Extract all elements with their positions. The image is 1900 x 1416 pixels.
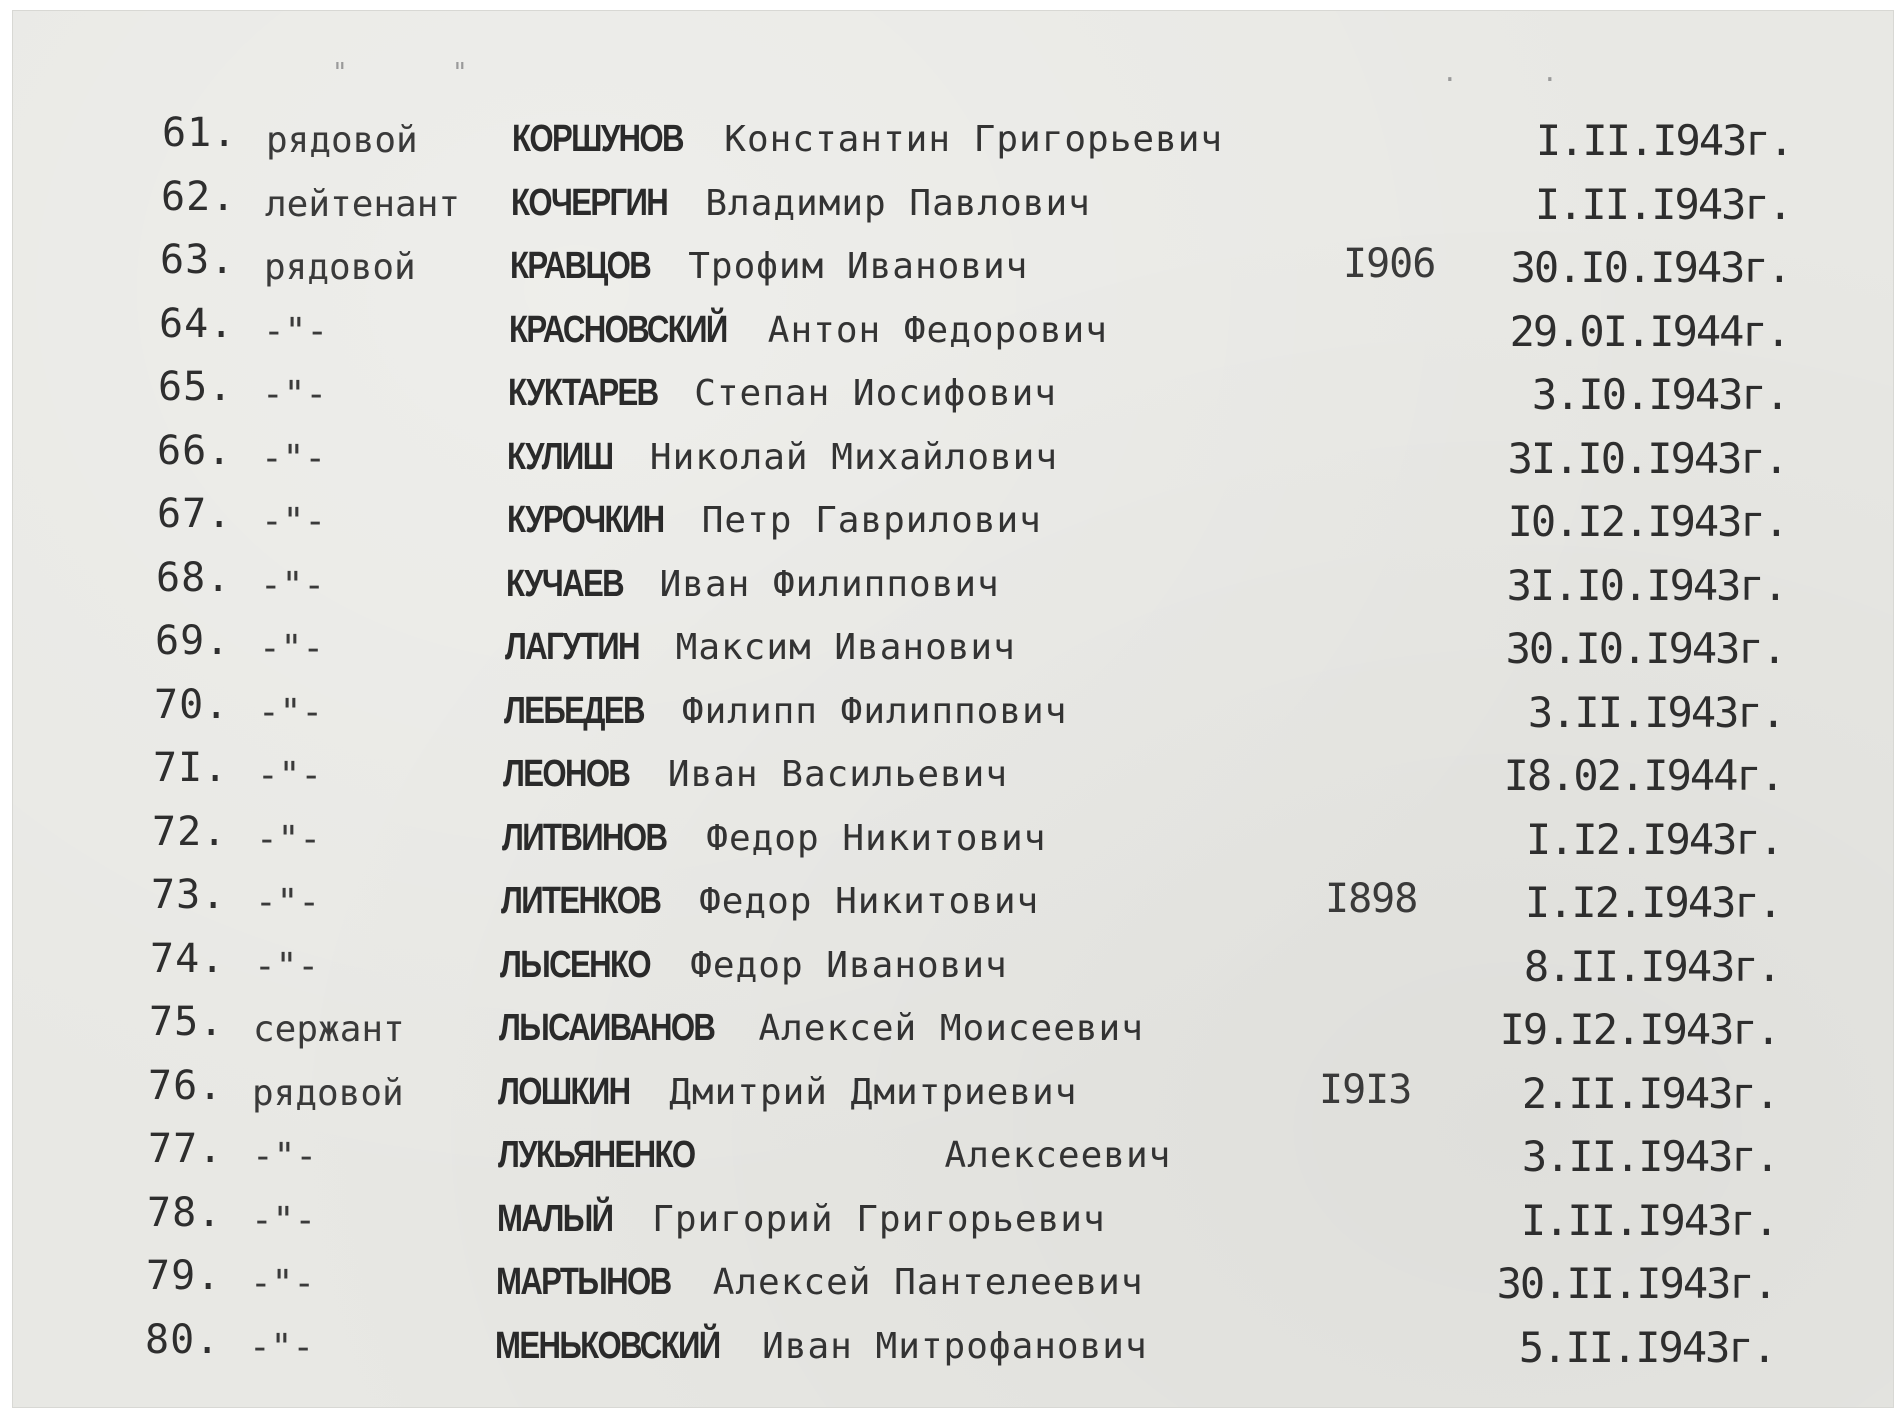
table-row: [12, 555, 1894, 615]
given-name: Максим Иванович: [675, 627, 1016, 668]
given-name: Константин Григорьевич: [724, 119, 1224, 160]
date-of-death: 29.0I.I944г.: [1509, 306, 1789, 356]
full-name: [505, 624, 1016, 669]
full-name: [498, 1132, 1171, 1177]
table-row: [12, 174, 1894, 234]
given-name: Иван Митрофанович: [762, 1325, 1148, 1367]
rank: -"-: [257, 755, 323, 796]
full-name: [511, 180, 1091, 225]
rank: -"-: [261, 437, 327, 479]
date-of-death: 2.II.I943г.: [1521, 1068, 1778, 1118]
surname: МАЛЫЙ: [497, 1197, 613, 1240]
row-number: 75.: [149, 999, 225, 1045]
table-row: [12, 809, 1894, 869]
surname: ЛОШКИН: [498, 1070, 630, 1113]
date-of-death: 3I.I0.I943г.: [1507, 433, 1787, 483]
full-name: [495, 1323, 1148, 1368]
full-name: [503, 751, 1008, 796]
table-row: [12, 110, 1894, 170]
rank: -"-: [251, 1199, 317, 1241]
table-row: [12, 1063, 1894, 1123]
date-of-death: 5.II.I943г.: [1518, 1322, 1775, 1372]
surname: ЛЫСЕНКО: [500, 943, 650, 986]
rank: -"-: [252, 1136, 318, 1177]
table-row: [12, 364, 1894, 424]
surname: ЛАГУТИН: [505, 626, 639, 668]
full-name: [502, 815, 1046, 860]
table-row: [12, 1253, 1894, 1313]
surname: ЛУКЬЯНЕНКО: [498, 1134, 695, 1176]
table-row: [12, 745, 1894, 805]
document-page: [12, 10, 1894, 1408]
table-row: [12, 237, 1894, 297]
given-name: Федор Никитович: [699, 881, 1040, 922]
surname: МАРТЫНОВ: [496, 1261, 671, 1303]
given-name: Алексей Моисеевич: [758, 1008, 1144, 1049]
table-row: [12, 999, 1894, 1059]
surname: КРАВЦОВ: [510, 245, 651, 287]
date-of-death: 3I.I0.I943г.: [1506, 560, 1786, 610]
date-of-death: I0.I2.I943г.: [1507, 497, 1787, 546]
given-name: Антон Федорович: [767, 309, 1108, 351]
date-of-death: 30.I0.I943г.: [1505, 624, 1785, 673]
birth-year: I9I3: [1319, 1066, 1412, 1113]
rank: лейтенант: [265, 183, 461, 225]
row-number: 69.: [155, 618, 231, 664]
row-number: 64.: [159, 300, 235, 347]
given-name: Николай Михайлович: [649, 436, 1059, 478]
rank: -"-: [262, 374, 328, 415]
surname: КУКТАРЕВ: [508, 372, 658, 414]
date-of-death: I.I2.I943г.: [1525, 814, 1782, 864]
given-name: Федор Никитович: [706, 817, 1047, 859]
rank: -"-: [249, 1326, 315, 1368]
given-name: Алексеевич: [944, 1135, 1172, 1176]
rank: -"-: [256, 818, 322, 860]
full-name: [504, 688, 1067, 733]
surname: ЛИТЕНКОВ: [501, 880, 661, 922]
table-row: [12, 872, 1894, 932]
full-name: [510, 243, 1028, 288]
date-of-death: I.II.I943г.: [1534, 179, 1791, 229]
full-name: [506, 561, 1000, 606]
row-number: 73.: [151, 872, 227, 918]
rank: рядовой: [264, 247, 416, 288]
birth-year: I898: [1325, 876, 1418, 922]
row-number: 74.: [150, 935, 226, 982]
row-number: 66.: [157, 427, 233, 474]
given-name: Филипп Филиппович: [681, 690, 1068, 732]
rank: сержант: [253, 1009, 405, 1050]
given-name: Федор Иванович: [690, 944, 1008, 986]
full-name: [499, 1005, 1144, 1050]
table-row: [12, 682, 1894, 742]
given-name: Дмитрий Дмитриевич: [669, 1071, 1078, 1113]
birth-year: I906: [1343, 241, 1436, 287]
given-name: Иван Филиппович: [659, 563, 1000, 605]
full-name: [512, 116, 1223, 161]
rank: -"-: [258, 691, 324, 733]
date-of-death: 3.II.I943г.: [1521, 1132, 1778, 1181]
row-number: 65.: [158, 364, 234, 410]
row-number: 78.: [147, 1189, 223, 1236]
row-number: 72.: [152, 808, 228, 855]
table-row: [12, 1317, 1894, 1377]
surname: ЛЕБЕДЕВ: [504, 689, 644, 732]
row-number: 68.: [156, 554, 232, 601]
surname: ЛИТВИНОВ: [502, 816, 667, 859]
given-name: Григорий Григорьевич: [652, 1198, 1106, 1240]
date-of-death: 3.I0.I943г.: [1531, 370, 1788, 419]
surname: КОРШУНОВ: [512, 118, 683, 160]
full-name: [501, 878, 1039, 923]
rank: -"-: [259, 628, 325, 669]
date-of-death: I.I2.I943г.: [1524, 878, 1781, 927]
rank: рядовой: [252, 1072, 404, 1114]
rank: рядовой: [266, 120, 418, 161]
personnel-list: [12, 10, 1894, 1408]
date-of-death: 8.II.I943г.: [1523, 941, 1780, 991]
surname: КУЛИШ: [507, 435, 613, 478]
date-of-death: I8.02.I944г.: [1503, 751, 1783, 800]
given-name: Иван Васильевич: [667, 754, 1009, 795]
rank: -"-: [254, 945, 320, 987]
given-name: Алексей Пантелеевич: [712, 1262, 1144, 1303]
full-name: [498, 1069, 1077, 1114]
given-name: Трофим Иванович: [688, 246, 1029, 287]
row-number: 63.: [160, 237, 236, 283]
rank: -"-: [261, 501, 327, 542]
full-name: [507, 434, 1058, 479]
rank: -"-: [263, 310, 329, 352]
table-row: [12, 301, 1894, 361]
given-name: Петр Гаврилович: [701, 500, 1042, 541]
date-of-death: 30.II.I943г.: [1496, 1259, 1776, 1308]
table-row: [12, 1126, 1894, 1186]
rank: -"-: [260, 564, 326, 606]
table-row: [12, 1190, 1894, 1250]
header-mark: ": [452, 58, 472, 88]
table-row: [12, 491, 1894, 551]
surname: ЛЫСАИВАНОВ: [499, 1007, 715, 1049]
header-mark: ": [332, 58, 352, 88]
rank: -"-: [255, 882, 321, 923]
given-name: Владимир Павлович: [705, 182, 1091, 224]
surname: ЛЕОНОВ: [503, 753, 630, 795]
date-of-death: 3.II.I943г.: [1527, 687, 1784, 737]
date-of-death: 30.I0.I943г.: [1510, 243, 1790, 292]
surname: МЕНЬКОВСКИЙ: [495, 1324, 720, 1367]
header-mark: .: [1542, 58, 1562, 88]
row-number: 79.: [146, 1253, 222, 1299]
date-of-death: I.II.I943г.: [1520, 1195, 1777, 1245]
full-name: [500, 942, 1008, 987]
surname: КУЧАЕВ: [506, 562, 624, 605]
full-name: [496, 1259, 1144, 1304]
date-of-death: I.II.I943г.: [1535, 116, 1792, 165]
row-number: 7I.: [153, 745, 229, 791]
surname: КОЧЕРГИН: [511, 181, 668, 224]
full-name: [509, 307, 1108, 352]
surname: КРАСНОВСКИЙ: [509, 308, 727, 351]
table-row: [12, 618, 1894, 678]
row-number: 62.: [161, 173, 237, 220]
rank: -"-: [250, 1263, 316, 1304]
full-name: [508, 370, 1057, 415]
surname: КУРОЧКИН: [507, 499, 664, 541]
row-number: 67.: [157, 491, 233, 537]
full-name: [507, 497, 1042, 542]
row-number: 61.: [162, 110, 238, 156]
table-row: [12, 428, 1894, 488]
date-of-death: I9.I2.I943г.: [1499, 1005, 1779, 1054]
row-number: 76.: [148, 1062, 224, 1109]
full-name: [497, 1196, 1106, 1241]
row-number: 77.: [148, 1126, 224, 1172]
given-name: Степан Иосифович: [694, 373, 1057, 414]
row-number: 80.: [145, 1316, 221, 1363]
table-row: [12, 936, 1894, 996]
row-number: 70.: [154, 681, 230, 728]
header-mark: .: [1442, 58, 1462, 88]
